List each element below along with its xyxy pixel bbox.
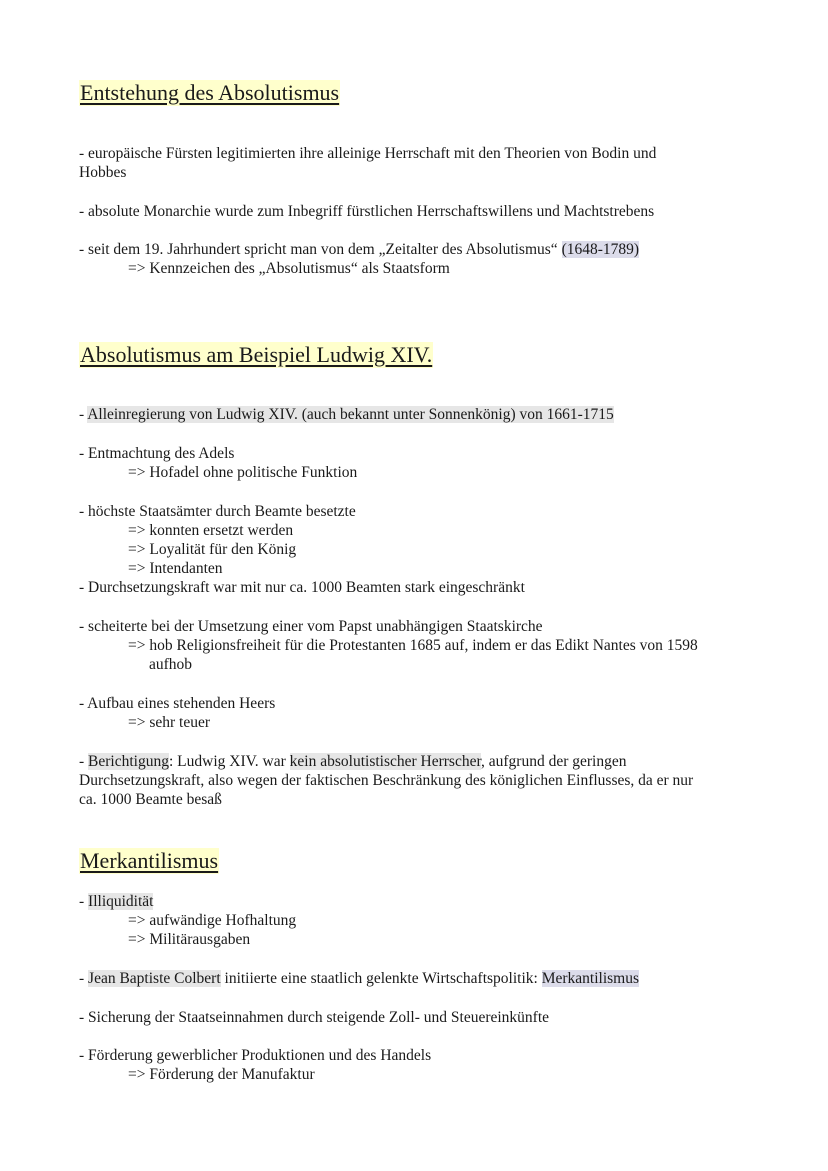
s2-bullet-3-sub-2: => Loyalität für den König (128, 541, 297, 558)
heading-entstehung: Entstehung des Absolutismus (80, 80, 340, 105)
s3-colbert-highlight: Jean Baptiste Colbert (88, 970, 221, 987)
s2-bullet-7-mid: : Ludwig XIV. war (168, 753, 290, 770)
s2-bullet-1-dash: - (79, 406, 88, 423)
s3-bullet-2 (79, 969, 639, 988)
s3-bullet-2-mid: initiierte eine staatlich gelenkte Wirtschaftspolitik: (220, 970, 542, 987)
s2-bullet-1 (79, 405, 614, 424)
s2-bullet-1-highlight: Alleinregierung von Ludwig XIV. (auch bekannt unter Sonnenkönig) von 1661-1715 (87, 406, 614, 423)
heading-ludwig: Absolutismus am Beispiel Ludwig XIV. (80, 342, 433, 367)
s2-bullet-2: - Entmachtung des Adels (79, 445, 235, 462)
s2-bullet-5: - scheiterte bei der Umsetzung einer vom Papst unabhängigen Staatskirche (79, 618, 543, 635)
s2-bullet-3: - höchste Staatsämter durch Beamte besetzte (79, 503, 356, 520)
s3-bullet-1-sub-2: => Militärausgaben (128, 931, 251, 948)
s3-bullet-1 (79, 892, 153, 911)
s3-bullet-1-dash: - (79, 893, 89, 910)
s2-bullet-3-sub-3: => Intendanten (128, 560, 223, 577)
s2-bullet-7 (79, 752, 627, 771)
s1-line-1a: - europäische Fürsten legitimierten ihre alleinige Herrschaft mit den Theorien von Bodin und (79, 145, 657, 162)
s1-line-3 (79, 240, 639, 259)
s3-bullet-4-sub: => Förderung der Manufaktur (128, 1066, 315, 1083)
s2-bullet-5-sub-1: => hob Religionsfreiheit für die Protestanten 1685 auf, indem er das Edikt Nantes von 1598 (128, 637, 698, 654)
s2-bullet-2-sub: => Hofadel ohne politische Funktion (128, 464, 358, 481)
heading-merkantilismus: Merkantilismus (80, 848, 219, 873)
s3-bullet-1-sub-1: => aufwändige Hofhaltung (128, 912, 297, 929)
s2-bullet-7-post: , aufgrund der geringen (481, 753, 627, 770)
s1-line-3-text: - seit dem 19. Jahrhundert spricht man von dem „Zeitalter des Absolutismus“ (79, 241, 562, 258)
s1-line-2: - absolute Monarchie wurde zum Inbegriff fürstlichen Herrschaftswillens und Machtstrebens (79, 203, 655, 220)
s1-line-1b: Hobbes (79, 164, 127, 181)
s3-illiquiditaet-highlight: Illiquidität (88, 893, 154, 910)
s2-bullet-6-sub: => sehr teuer (128, 714, 211, 731)
s2-berichtigung-highlight: Berichtigung (88, 753, 169, 770)
s2-bullet-7-dash: - (79, 753, 89, 770)
s2-bullet-3-sub-1: => konnten ersetzt werden (128, 522, 294, 539)
s2-bullet-7-line-2: Durchsetzungskraft, also wegen der faktischen Beschränkung des königlichen Einflusses, da er nur (79, 772, 694, 789)
s2-bullet-6: - Aufbau eines stehenden Heers (79, 695, 276, 712)
s1-date-highlight: (1648-1789) (561, 241, 640, 258)
s3-bullet-2-dash: - (79, 970, 89, 987)
s3-bullet-3: - Sicherung der Staatseinnahmen durch steigende Zoll- und Steuereinkünfte (79, 1009, 550, 1026)
s3-merkantilismus-highlight: Merkantilismus (541, 970, 640, 987)
s3-bullet-4: - Förderung gewerblicher Produktionen und des Handels (79, 1047, 432, 1064)
s2-bullet-7-line-3: ca. 1000 Beamte besaß (79, 791, 222, 808)
s2-kein-herrscher-highlight: kein absolutistischer Herrscher (289, 753, 482, 770)
s2-bullet-5-sub-2: aufhob (149, 656, 193, 673)
s1-line-3-sub: => Kennzeichen des „Absolutismus“ als Staatsform (128, 260, 450, 277)
s2-bullet-4: - Durchsetzungskraft war mit nur ca. 1000 Beamten stark eingeschränkt (79, 579, 525, 596)
